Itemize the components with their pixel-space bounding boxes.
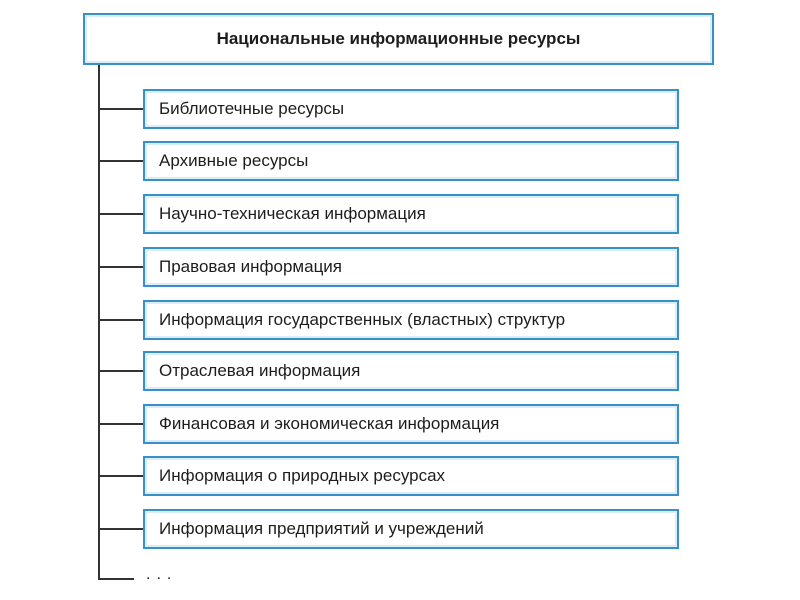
node-label: Информация предприятий и учреждений [159,519,484,538]
branch-line [98,370,144,372]
branch-line-continuation [98,578,134,580]
branch-line [98,108,144,110]
node-financial-economic-info [143,404,679,444]
node-enterprises-info [143,509,679,549]
node-label: Информация государственных (властных) структур [159,310,566,329]
branch-line [98,266,144,268]
node-label: Правовая информация [159,257,343,276]
node-archive-resources [143,141,679,181]
branch-line [98,423,144,425]
node-label: Информация о природных ресурсах [159,466,446,485]
node-scientific-technical-info [143,194,679,234]
node-legal-info [143,247,679,287]
branch-line [98,213,144,215]
node-library-resources [143,89,679,129]
root-node [83,13,714,65]
node-industry-info [143,351,679,391]
branch-line [98,160,144,162]
tree-trunk-line [98,65,100,579]
branch-line [98,528,144,530]
branch-line [98,319,144,321]
node-natural-resources-info [143,456,679,496]
root-title: Национальные информационные ресурсы [216,29,581,48]
branch-line [98,475,144,477]
node-government-info [143,300,679,340]
continuation-ellipsis: ... [146,566,178,583]
node-label: Архивные ресурсы [159,151,309,170]
node-label: Библиотечные ресурсы [159,99,345,118]
node-label: Научно-техническая информация [159,204,426,223]
node-label: Отраслевая информация [159,361,361,380]
node-label: Финансовая и экономическая информация [159,414,500,433]
